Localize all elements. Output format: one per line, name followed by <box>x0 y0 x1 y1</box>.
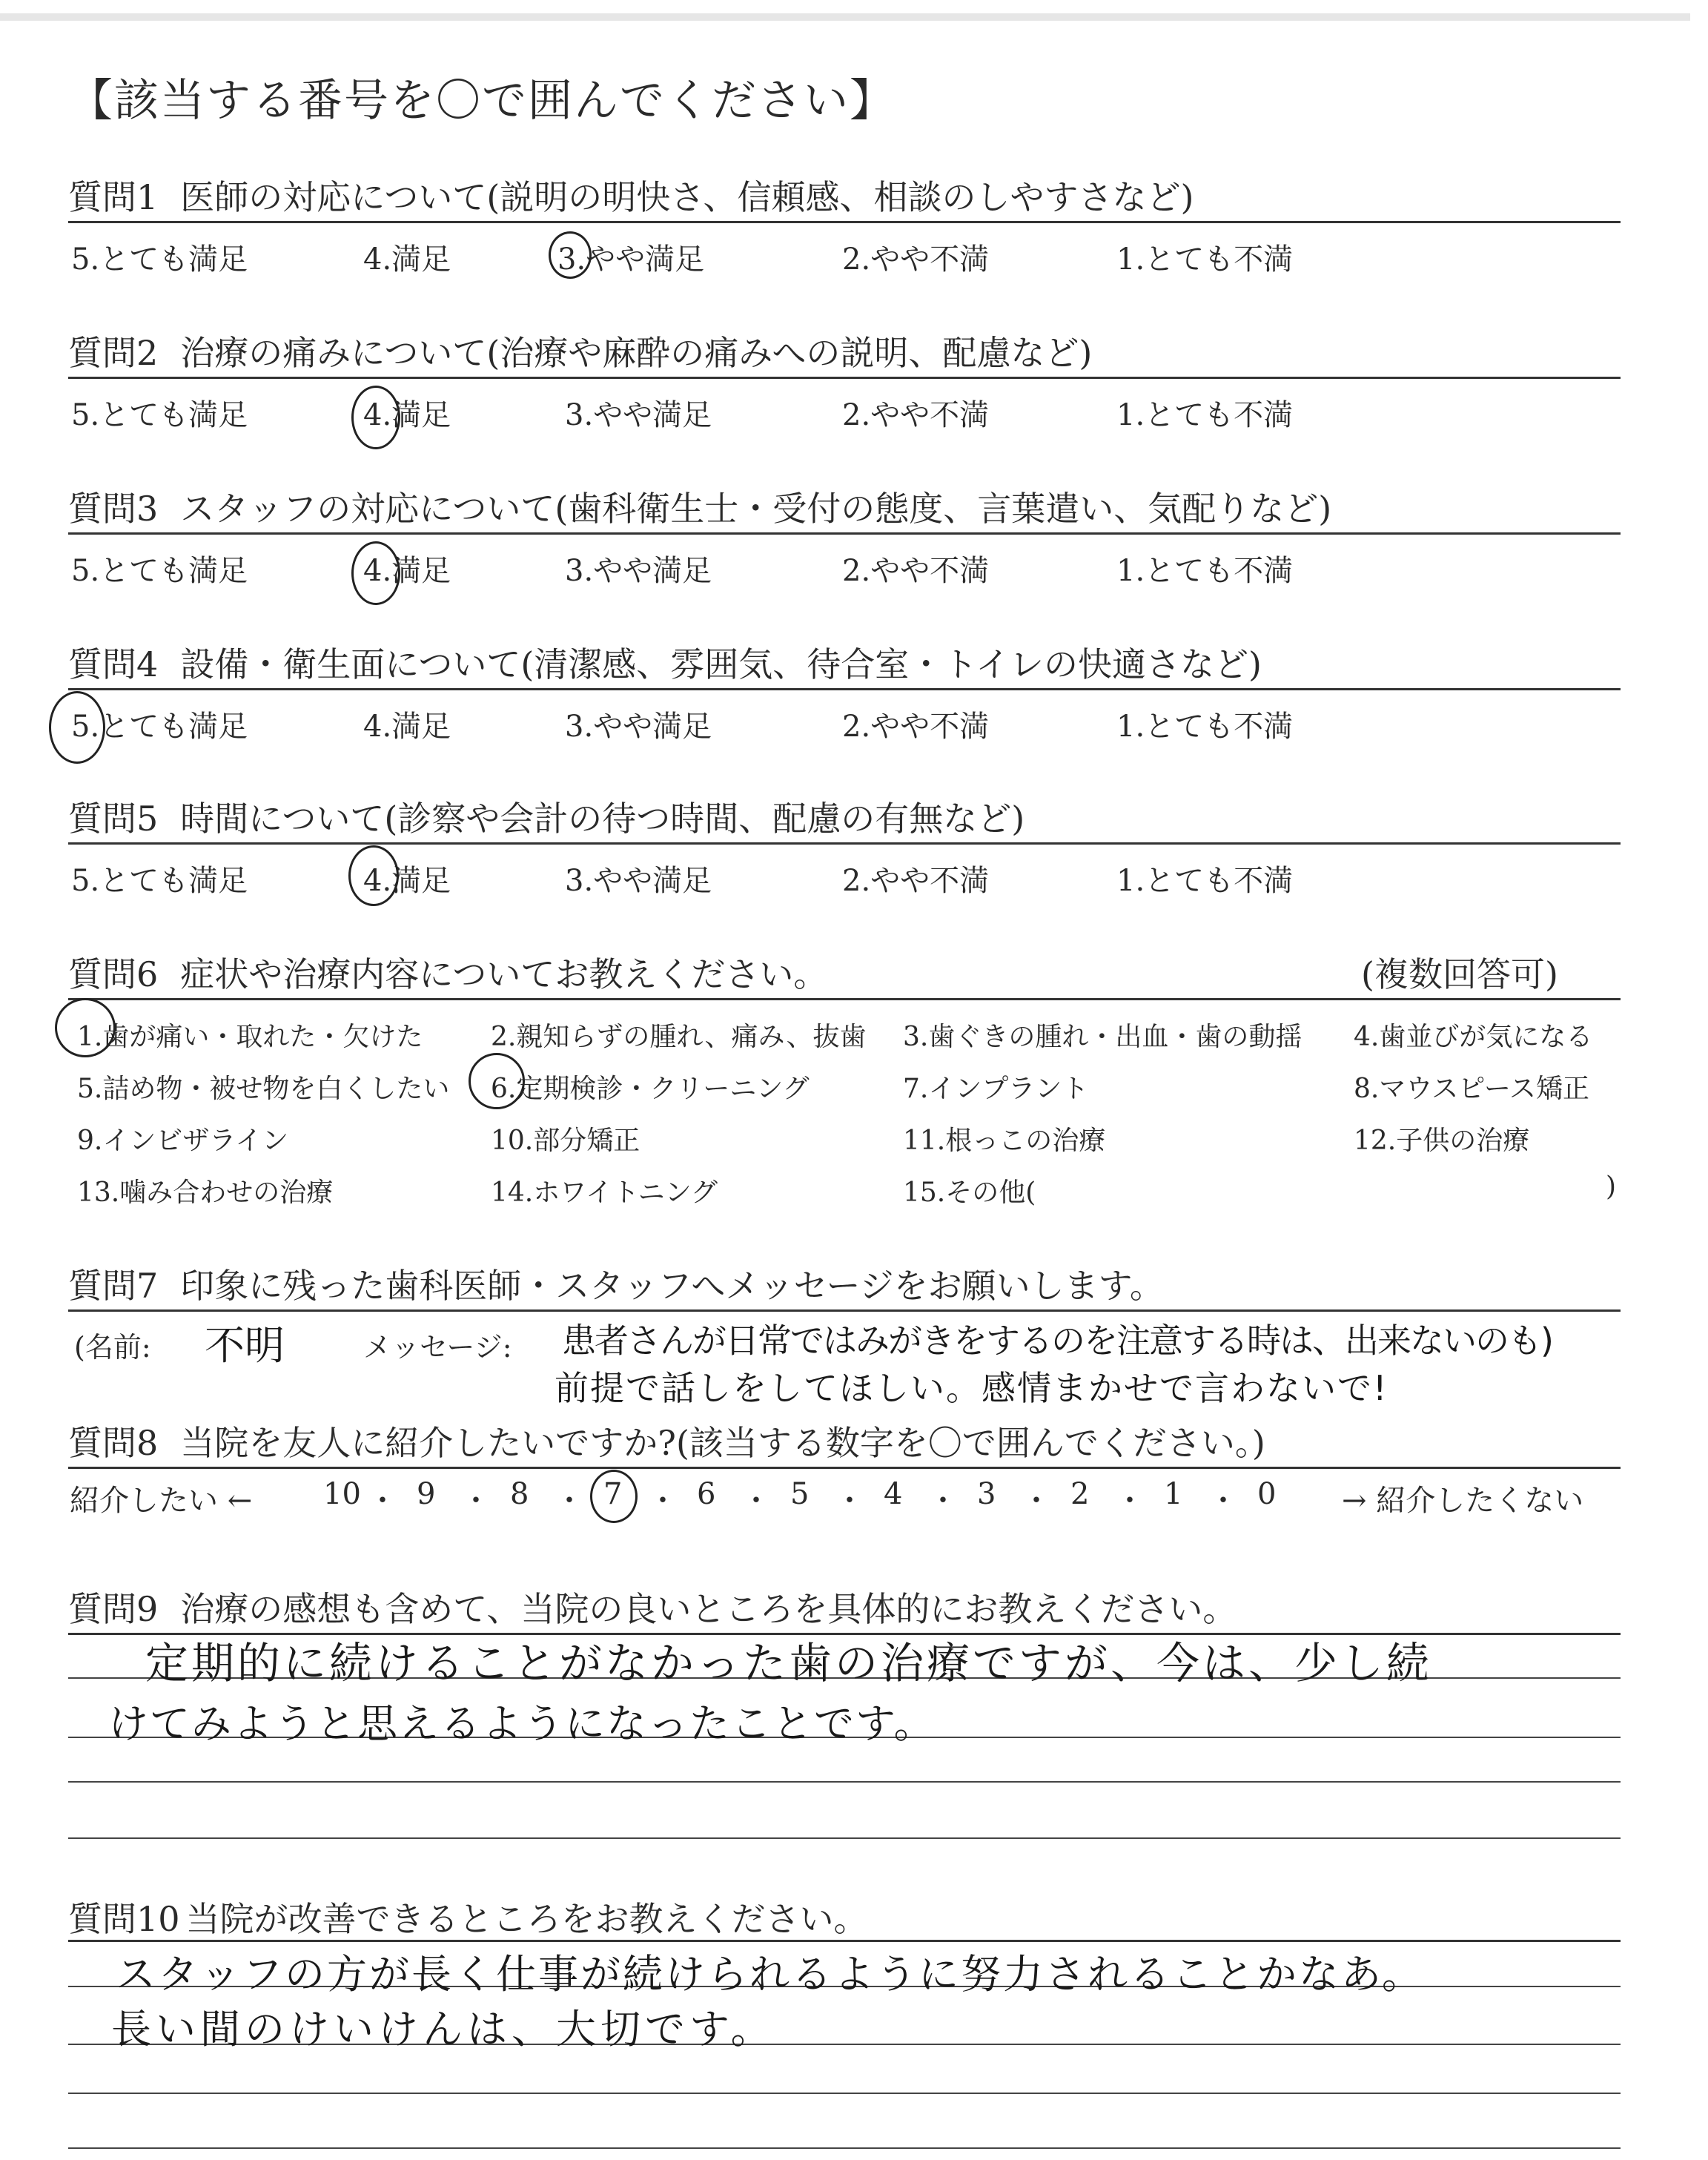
q4-option-4[interactable]: 4.満足 <box>363 710 451 744</box>
q6-option-7[interactable]: 7.インプラント <box>903 1074 1089 1104</box>
q6-option-5[interactable]: 5.詰め物・被せ物を白くしたい <box>77 1074 450 1104</box>
scale-value-3[interactable]: 3 <box>977 1477 996 1511</box>
q6-option-6[interactable]: 6.定期検診・クリーニング <box>491 1074 810 1104</box>
message-label: メッセージ: <box>363 1331 512 1364</box>
scale-separator: ・ <box>835 1484 864 1518</box>
divider <box>68 1467 1621 1469</box>
divider <box>68 1940 1621 1942</box>
q5-option-3[interactable]: 3.やや満足 <box>565 864 712 898</box>
scale-separator: ・ <box>555 1484 584 1518</box>
answer-line <box>68 1837 1621 1839</box>
q10-answer-line-2: 長い間のけいけんは、大切です。 <box>111 2006 775 2052</box>
name-value: 不明 <box>205 1322 285 1369</box>
q2-option-3[interactable]: 3.やや満足 <box>565 398 712 432</box>
selection-circle <box>49 691 105 764</box>
selection-circle <box>469 1053 525 1109</box>
question-7 <box>68 1259 1164 1308</box>
q5-option-1[interactable]: 1.とても不満 <box>1116 864 1294 898</box>
answer-line <box>68 2147 1621 2149</box>
multiple-answer-note: (複数回答可) <box>1361 954 1558 994</box>
q4-option-2[interactable]: 2.やや不満 <box>842 710 990 744</box>
question-number: 質問1 <box>68 177 159 217</box>
q6-option-4[interactable]: 4.歯並びが気になる <box>1354 1022 1593 1052</box>
q2-option-2[interactable]: 2.やや不満 <box>842 398 990 432</box>
question-number: 質問5 <box>68 799 159 839</box>
question-number: 質問9 <box>68 1589 159 1629</box>
scale-separator: ・ <box>1022 1484 1051 1518</box>
divider <box>68 998 1621 1000</box>
message-line-2: 前提で話しをしてほしい。感情まかせで言わないで! <box>555 1368 1388 1408</box>
question-number: 質問4 <box>68 644 159 684</box>
q6-option-8[interactable]: 8.マウスピース矯正 <box>1354 1074 1590 1104</box>
q5-option-4[interactable]: 4.満足 <box>363 864 451 898</box>
q6-option-15[interactable]: 15.その他( <box>903 1178 1036 1208</box>
q3-option-1[interactable]: 1.とても不満 <box>1116 554 1294 588</box>
q6-option-1[interactable]: 1.歯が痛い・取れた・欠けた <box>77 1022 423 1052</box>
scan-edge <box>0 13 1690 21</box>
q3-option-3[interactable]: 3.やや満足 <box>565 554 712 588</box>
question-1 <box>68 171 1194 219</box>
scale-value-0[interactable]: 0 <box>1257 1477 1277 1511</box>
q1-option-3[interactable]: 3.やや満足 <box>557 242 705 277</box>
q6-option-14[interactable]: 14.ホワイトニング <box>491 1178 718 1208</box>
q3-option-5[interactable]: 5.とても満足 <box>71 554 248 588</box>
q1-option-4[interactable]: 4.満足 <box>363 242 451 277</box>
q4-option-5[interactable]: 5.とても満足 <box>71 710 248 744</box>
q6-option-11[interactable]: 11.根っこの治療 <box>903 1126 1106 1156</box>
q10-answer-line-1: スタッフの方が長く仕事が続けられるように努力されることかなあ。 <box>116 1951 1424 1998</box>
message-line-1: 患者さんが日常ではみがきをするのを注意する時は、出来ないのも) <box>562 1321 1552 1361</box>
q4-option-1[interactable]: 1.とても不満 <box>1116 710 1294 744</box>
q3-option-2[interactable]: 2.やや不満 <box>842 554 990 588</box>
question-9 <box>68 1582 1237 1631</box>
question-number: 質問7 <box>68 1266 159 1306</box>
divider <box>68 1309 1621 1312</box>
question-number: 質問3 <box>68 489 159 529</box>
question-number: 質問8 <box>68 1423 159 1463</box>
scale-value-9[interactable]: 9 <box>417 1477 436 1511</box>
divider <box>68 842 1621 845</box>
recommend-right-label: → 紹介したくない <box>1342 1484 1584 1518</box>
q6-option-2[interactable]: 2.親知らずの腫れ、痛み、抜歯 <box>491 1022 867 1052</box>
q1-option-1[interactable]: 1.とても不満 <box>1116 242 1294 277</box>
q6-option-12[interactable]: 12.子供の治療 <box>1354 1126 1530 1156</box>
question-text: 医師の対応について(説明の明快さ、信頼感、相談のしやすさなど) <box>180 177 1194 217</box>
scale-separator: ・ <box>741 1484 771 1518</box>
question-text: 設備・衛生面について(清潔感、雰囲気、待合室・トイレの快適さなど) <box>180 644 1262 684</box>
answer-line <box>68 1781 1621 1783</box>
scale-value-6[interactable]: 6 <box>697 1477 716 1511</box>
divider <box>68 221 1621 223</box>
question-10 <box>68 1892 868 1941</box>
scale-value-5[interactable]: 5 <box>790 1477 810 1511</box>
question-number: 質問2 <box>68 333 159 373</box>
q5-option-5[interactable]: 5.とても満足 <box>71 864 248 898</box>
q2-option-1[interactable]: 1.とても不満 <box>1116 398 1294 432</box>
answer-line <box>68 2093 1621 2094</box>
recommend-left-label: 紹介したい ← <box>70 1484 253 1518</box>
question-number: 質問10 <box>68 1899 180 1939</box>
question-text: スタッフの対応について(歯科衛生士・受付の態度、言葉遣い、気配りなど) <box>180 489 1332 529</box>
q2-option-4[interactable]: 4.満足 <box>363 398 451 432</box>
scale-separator: ・ <box>461 1484 491 1518</box>
q5-option-2[interactable]: 2.やや不満 <box>842 864 990 898</box>
scale-separator: ・ <box>928 1484 958 1518</box>
scale-separator: ・ <box>1115 1484 1145 1518</box>
question-text: 当院が改善できるところをお教えください。 <box>185 1899 868 1939</box>
q6-option-15-close: ) <box>1606 1172 1617 1202</box>
scale-value-4[interactable]: 4 <box>884 1477 903 1511</box>
question-5 <box>68 792 1025 841</box>
scale-value-8[interactable]: 8 <box>510 1477 529 1511</box>
q6-option-13[interactable]: 13.噛み合わせの治療 <box>77 1178 334 1208</box>
q6-option-9[interactable]: 9.インビザライン <box>77 1126 289 1156</box>
question-text: 治療の痛みについて(治療や麻酔の痛みへの説明、配慮など) <box>180 333 1093 373</box>
question-text: 印象に残った歯科医師・スタッフへメッセージをお願いします。 <box>180 1266 1164 1306</box>
question-2 <box>68 326 1092 375</box>
scale-value-2[interactable]: 2 <box>1070 1477 1090 1511</box>
q2-option-5[interactable]: 5.とても満足 <box>71 398 248 432</box>
question-6 <box>68 948 827 997</box>
selection-circle <box>351 541 400 605</box>
question-text: 症状や治療内容についてお教えください。 <box>180 954 828 994</box>
q3-option-4[interactable]: 4.満足 <box>363 554 451 588</box>
divider <box>68 377 1621 379</box>
q4-option-3[interactable]: 3.やや満足 <box>565 710 712 744</box>
q6-option-10[interactable]: 10.部分矯正 <box>491 1126 640 1156</box>
question-4 <box>68 638 1262 687</box>
scale-separator: ・ <box>648 1484 678 1518</box>
divider <box>68 532 1621 535</box>
q9-answer-line-1: 定期的に続けることがなかった歯の治療ですが、今は、少し続 <box>145 1638 1433 1688</box>
question-text: 治療の感想も含めて、当院の良いところを具体的にお教えください。 <box>180 1589 1237 1629</box>
page-title: 【該当する番号を〇で囲んでください】 <box>68 75 896 127</box>
scale-separator: ・ <box>368 1484 397 1518</box>
selection-circle <box>590 1470 638 1523</box>
q6-option-3[interactable]: 3.歯ぐきの腫れ・出血・歯の動揺 <box>903 1022 1302 1052</box>
q9-answer-line-2: けてみようと思えるようになったことです。 <box>108 1700 936 1747</box>
scale-value-10[interactable]: 10 <box>323 1477 361 1511</box>
selection-circle <box>549 231 592 279</box>
name-label: (名前: <box>74 1331 151 1364</box>
q1-option-2[interactable]: 2.やや不満 <box>842 242 990 277</box>
q1-option-5[interactable]: 5.とても満足 <box>71 242 248 277</box>
question-number: 質問6 <box>68 954 159 994</box>
selection-circle <box>55 998 116 1057</box>
selection-circle <box>351 386 400 449</box>
question-text: 時間について(診察や会計の待つ時間、配慮の有無など) <box>180 799 1025 839</box>
question-8 <box>68 1416 1265 1465</box>
divider <box>68 688 1621 690</box>
scale-value-1[interactable]: 1 <box>1164 1477 1183 1511</box>
scale-separator: ・ <box>1208 1484 1238 1518</box>
question-text: 当院を友人に紹介したいですか?(該当する数字を〇で囲んでください。) <box>180 1423 1265 1463</box>
scale-value-7[interactable]: 7 <box>603 1477 623 1511</box>
selection-circle <box>348 845 399 906</box>
question-3 <box>68 482 1331 531</box>
